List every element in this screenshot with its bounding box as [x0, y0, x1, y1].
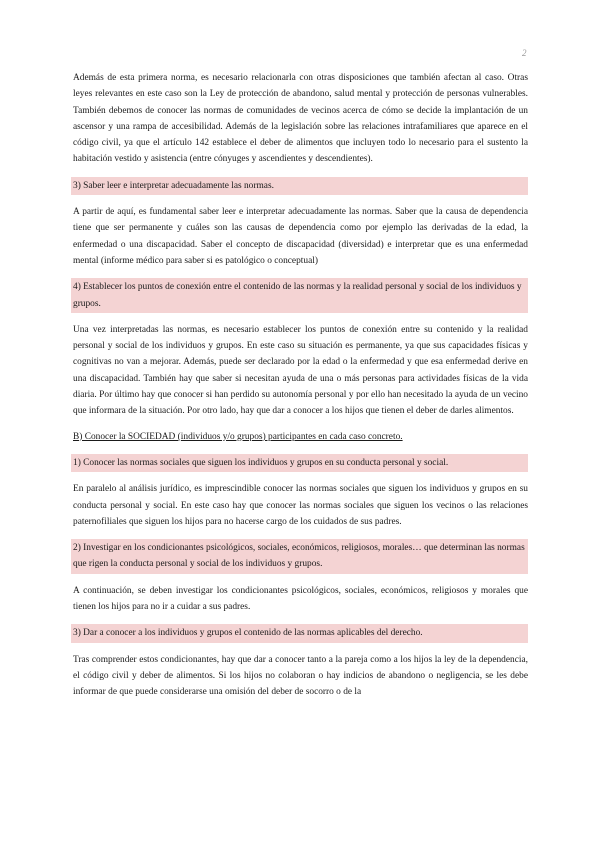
paragraph: Además de esta primera norma, es necesario relacionarla con otras disposiciones que también afectan al caso. Otras leyes relevantes en este caso son la Ley de protección de abandono, salud mental y protección de personas vulnerables. También debemos de conocer las normas de comunidades de vecinos acerca de cómo se decide la implantación de un ascensor y una rampa de accesibilidad. Además de la legislación sobre las relaciones intrafamiliares que aparece en el código civil, ya que el artículo 142 establece el deber de alimentos que incluyen todo lo necesario para el sustento la habitación vestido y asistencia (entre cónyuges y ascendientes y descendientes).	[73, 73, 528, 165]
section-title	[73, 429, 528, 445]
paragraph: En paralelo al análisis jurídico, es imprescindible conocer las normas sociales que siguen los individuos y grupos en su conducta personal y social. En este caso hay que conocer las normas sociales que siguen los vecinos o las relaciones paternofiliales que siguen los hijos para no hacerse cargo de los cuidados de sus padres.	[73, 484, 528, 527]
page-number: 2	[522, 48, 527, 58]
section-heading: 2) Investigar en los condicionantes psicológicos, sociales, económicos, religiosos, morales… que determinan las normas que rigen la conducta personal y social de los individuos y grupos.	[71, 539, 528, 574]
paragraph: Tras comprender estos condicionantes, hay que dar a conocer tanto a la pareja como a los hijos la ley de la dependencia, el código civil y deber de alimentos. Si los hijos no colaboran o hay indicios de abandono o negligencia, se les debe informar de que puede considerarse una omisión del deber de socorro o de la	[73, 654, 528, 698]
document-body	[73, 70, 528, 710]
section-heading: 4) Establecer los puntos de conexión entre el contenido de las normas y la realidad personal y social de los individuos y grupos.	[71, 278, 528, 313]
paragraph: A partir de aquí, es fundamental saber leer e interpretar adecuadamente las normas. Saber que la causa de dependencia tiene que ser permanente y cuáles son las causas de dependencia como por ejemplo las derivadas de la edad, la enfermedad o una discapacidad. Saber el concepto de discapacidad (diversidad) e interpretar que es una enfermedad mental (informe médico para saber si es patológico o conceptual)	[73, 207, 528, 266]
paragraph: Una vez interpretadas las normas, es necesario establecer los puntos de conexión entre su contenido y la realidad personal y social de los individuos y grupos. En este caso su situación es permanente, ya que sus capacidades físicas y cognitivas no van a mejorar. Además, puede ser declarado por la edad o la enfermedad y que esa enfermedad derive en una discapacidad. También hay que saber si necesitan ayuda de una o más personas para actividades físicas de la vida diaria. Por último hay que conocer si han perdido su autonomía personal y por ello han necesitado la ayuda de un vecino que informara de la situación. Por otro lado, hay que dar a conocer a los hijos que tienen el deber de darles alimentos.	[73, 324, 528, 417]
section-title-text: B) Conocer la SOCIEDAD (individuos y/o grupos) participantes en cada caso concreto.	[73, 431, 403, 442]
paragraph: A continuación, se deben investigar los condicionantes psicológicos, sociales, económicos, religiosos y morales que tienen los hijos para no ir a cuidar a sus padres.	[73, 585, 528, 613]
section-heading: 3) Dar a conocer a los individuos y grupos el contenido de las normas aplicables del derecho.	[71, 624, 528, 642]
section-heading: 1) Conocer las normas sociales que siguen los individuos y grupos en su conducta personal y social.	[71, 454, 528, 472]
section-heading: 3) Saber leer e interpretar adecuadamente las normas.	[71, 177, 528, 195]
